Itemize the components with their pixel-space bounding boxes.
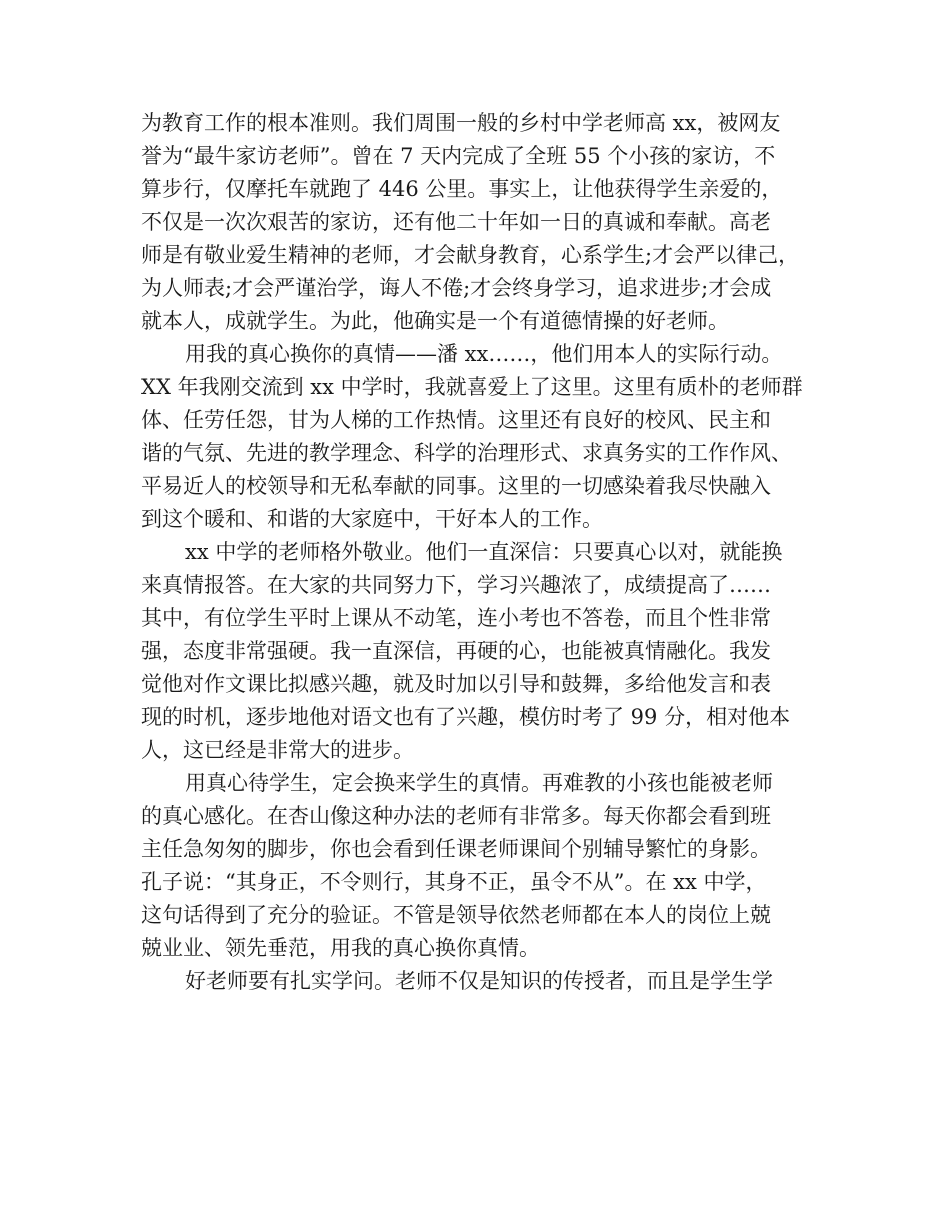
text-line-27: 好老师要有扎实学问。老师不仅是知识的传授者，而且是学生学 bbox=[185, 969, 773, 993]
text-line-11: 谐的气氛、先进的教学理念、科学的治理形式、求真务实的工作作风、 bbox=[141, 441, 792, 465]
text-line-8: 用我的真心换你的真情——潘 xx……，他们用本人的实际行动。 bbox=[185, 342, 783, 366]
text-line-2: 誉为“最牛家访老师”。曾在 7 天内完成了全班 55 个小孩的家访，不 bbox=[141, 144, 776, 168]
text-line-17: 强，态度非常强硬。我一直深信，再硬的心，也能被真情融化。我发 bbox=[141, 639, 771, 663]
text-line-4: 不仅是一次次艰苦的家访，还有他二十年如一日的真诚和奉献。高老 bbox=[141, 210, 771, 234]
text-line-9: XX 年我刚交流到 xx 中学时，我就喜爱上了这里。这里有质朴的老师群 bbox=[141, 375, 803, 399]
text-line-24: 孔子说：“其身正，不令则行，其身不正，虽令不从”。在 xx 中学， bbox=[141, 870, 767, 894]
text-line-19: 现的时机，逐步地他对语文也有了兴趣，模仿时考了 99 分，相对他本 bbox=[141, 705, 791, 729]
text-line-20: 人，这已经是非常大的进步。 bbox=[141, 738, 414, 762]
text-line-23: 主任急匆匆的脚步，你也会看到任课老师课间个别辅导繁忙的身影。 bbox=[141, 837, 771, 861]
text-line-1: 为教育工作的根本准则。我们周围一般的乡村中学老师高 xx，被网友 bbox=[141, 111, 781, 135]
text-line-10: 体、任劳任怨，甘为人梯的工作热情。这里还有良好的校风、民主和 bbox=[141, 408, 771, 432]
text-line-26: 兢业业、领先垂范，用我的真心换你真情。 bbox=[141, 936, 540, 960]
text-line-3: 算步行，仅摩托车就跑了 446 公里。事实上，让他获得学生亲爱的， bbox=[141, 177, 783, 201]
body-text bbox=[141, 107, 950, 998]
text-line-12: 平易近人的校领导和无私奉献的同事。这里的一切感染着我尽快融入 bbox=[141, 474, 771, 498]
text-line-5: 师是有敬业爱生精神的老师，才会献身教育，心系学生;才会严以律己， bbox=[141, 243, 800, 267]
text-line-15: 来真情报答。在大家的共同努力下，学习兴趣浓了，成绩提高了…… bbox=[141, 573, 771, 597]
text-line-16: 其中，有位学生平时上课从不动笔，连小考也不答卷，而且个性非常 bbox=[141, 606, 771, 630]
text-line-14: xx 中学的老师格外敬业。他们一直深信：只要真心以对，就能换 bbox=[185, 540, 783, 564]
text-line-18: 觉他对作文课比拟感兴趣，就及时加以引导和鼓舞，多给他发言和表 bbox=[141, 672, 771, 696]
text-line-13: 到这个暖和、和谐的大家庭中，干好本人的工作。 bbox=[141, 507, 603, 531]
text-line-7: 就本人，成就学生。为此，他确实是一个有道德情操的好老师。 bbox=[141, 309, 729, 333]
text-line-6: 为人师表;才会严谨治学，诲人不倦;才会终身学习，追求进步;才会成 bbox=[141, 276, 772, 300]
text-line-22: 的真心感化。在杏山像这种办法的老师有非常多。每天你都会看到班 bbox=[141, 804, 771, 828]
text-line-25: 这句话得到了充分的验证。不管是领导依然老师都在本人的岗位上兢 bbox=[141, 903, 771, 927]
text-line-21: 用真心待学生，定会换来学生的真情。再难教的小孩也能被老师 bbox=[185, 771, 773, 795]
